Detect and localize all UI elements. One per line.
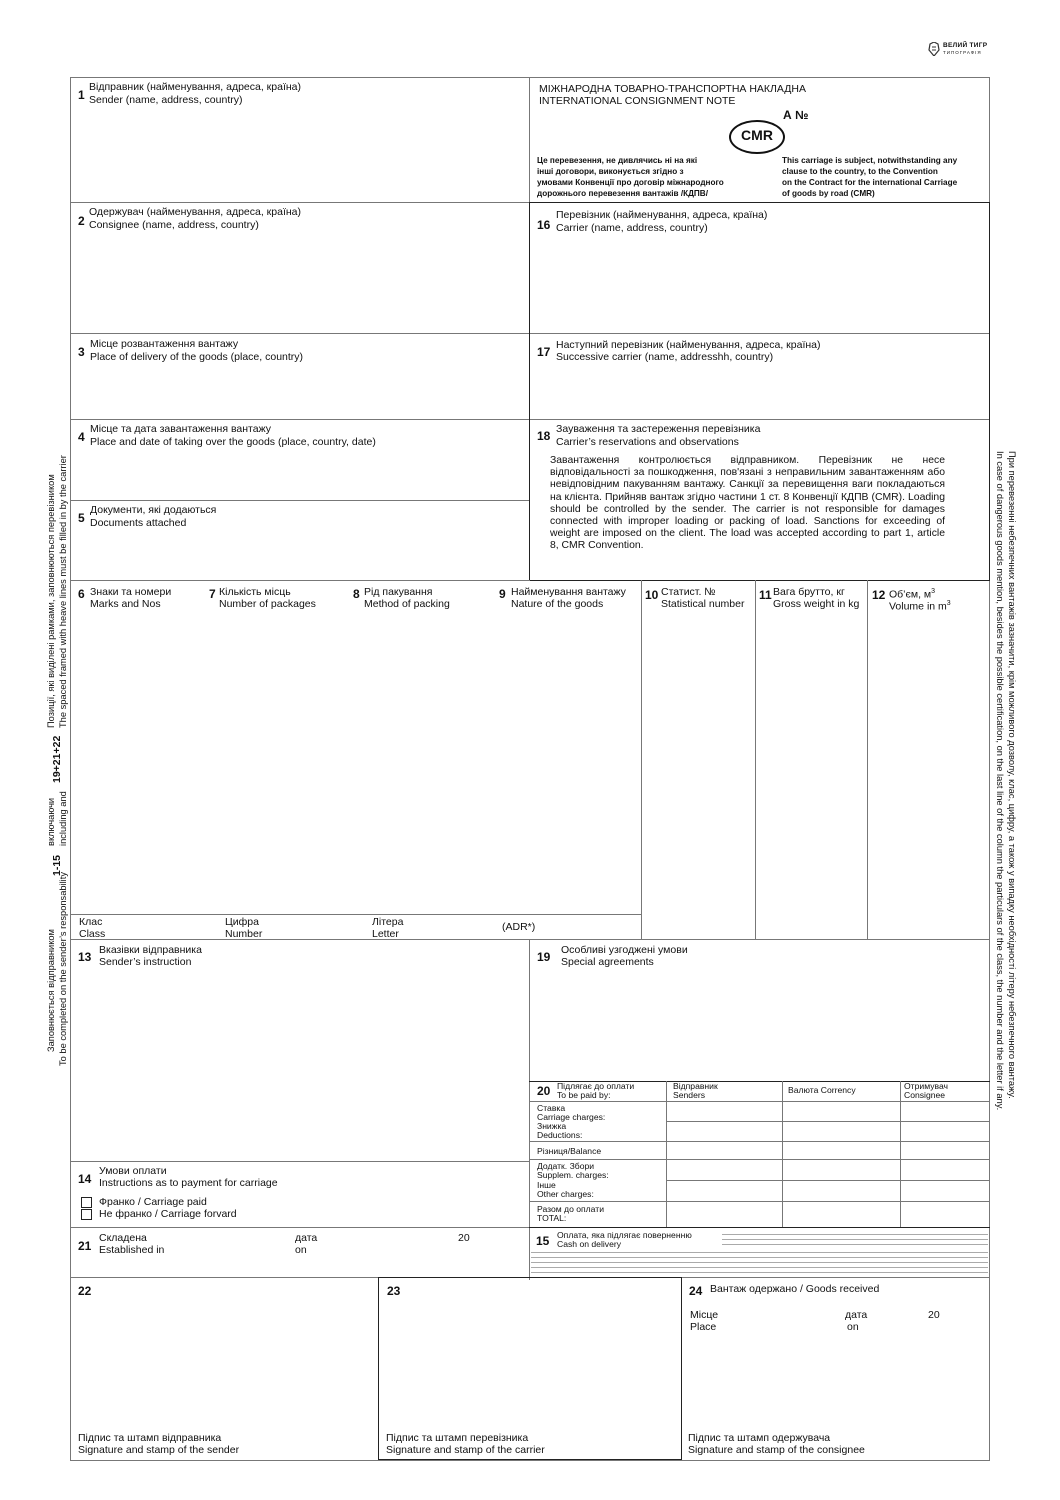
row-total-en: TOTAL:	[537, 1213, 567, 1223]
col-sender-ua: Відправник	[673, 1081, 718, 1091]
box-label-ua: Оплата, яка підлягає поверненню	[557, 1230, 692, 1240]
box-label-ua: Особливі узгоджені умови	[561, 944, 688, 956]
box-number: 20	[537, 1084, 551, 1098]
box-number: 9	[499, 587, 506, 601]
box-label-ua: Наступний перевізник (найменування, адреса, країна)	[556, 339, 821, 351]
box-number: 6	[78, 587, 85, 601]
row-carriage-charges-ua: Ставка	[537, 1103, 566, 1113]
box-number: 5	[78, 511, 85, 525]
signature-label-en: Signature and stamp of the sender	[78, 1444, 240, 1456]
right-note-ua: При перевезенні небезпечних вантажів зазначити, крім можливого дозволу, клас, цифру, а також у випадку необхідності літеру небезпечного вантажу.	[1007, 451, 1017, 1099]
number-label-en: Number	[225, 928, 263, 940]
class-label-en: Class	[79, 928, 106, 940]
year-prefix: 20	[928, 1309, 940, 1321]
class-label-ua: Клас	[79, 916, 103, 928]
box-label-ua: Рід пакування	[364, 586, 433, 598]
col-currency: Валюта Corrency	[788, 1085, 856, 1095]
box-number: 2	[78, 214, 85, 228]
row-supplem-ua: Додатк. Збори	[537, 1161, 595, 1171]
box-label-en: Sender’s instruction	[99, 956, 192, 968]
carriage-forward-checkbox[interactable]	[81, 1209, 92, 1220]
superscript-3: 3	[946, 600, 951, 607]
signature-label-ua: Підпис та штамп відправника	[78, 1432, 222, 1444]
date-label-en: on	[847, 1321, 859, 1333]
notice-ua-line: Це перевезення, не дивлячись ні на які	[537, 156, 698, 165]
box-number: 8	[353, 587, 360, 601]
logo-subtext: ТИПОГРАФІЯ	[943, 50, 982, 55]
col-consignee-en: Consignee	[904, 1090, 946, 1100]
number-label-ua: Цифра	[225, 916, 259, 928]
box-label-ua: Одержувач (найменування, адреса, країна)	[89, 206, 302, 218]
box-label-ua: Вага брутто, кг	[773, 586, 845, 598]
right-note-en: In case of dangerous goods mention, besides the possible certification, on the last line of the column the particulars of the class, the number and the letter if any.	[995, 451, 1005, 1111]
notice-ua-line: інші договори, виконується згідно з	[537, 167, 684, 176]
box-number: 7	[209, 587, 216, 601]
signature-label-ua: Підпис та штамп одержувача	[688, 1432, 831, 1444]
box-number: 24	[689, 1284, 703, 1298]
box-label-en: Marks and Nos	[90, 598, 161, 610]
row-other-en: Other charges:	[537, 1189, 594, 1199]
left-including-ua: включаючи	[46, 797, 56, 846]
box-label-en: Carrier’s reservations and observations	[556, 436, 739, 448]
to-be-paid-en: To be paid by:	[557, 1090, 611, 1100]
box-number: 13	[78, 950, 92, 964]
box-number: 16	[537, 218, 551, 232]
notice-en-line: clause to the country, to the Convention	[782, 167, 938, 176]
box-label-en: Carrier (name, address, country)	[556, 222, 708, 234]
row-total-ua: Разом до оплати	[537, 1204, 605, 1214]
notice-en-line: This carriage is subject, notwithstanding any	[782, 156, 958, 165]
box-number: 22	[78, 1284, 92, 1298]
left-including-en: including and	[58, 791, 68, 846]
carriage-paid-label: Франко / Carriage paid	[99, 1196, 207, 1208]
goods-received-title: Вантаж одержано / Goods received	[710, 1283, 880, 1295]
to-be-paid-ua: Підлягає до оплати	[557, 1081, 635, 1091]
row-deductions-ua: Знижка	[537, 1121, 567, 1131]
box-label-en: Nature of the goods	[511, 598, 604, 610]
box-label-en: Sender (name, address, country)	[89, 94, 243, 106]
box-label-ua: Вказівки відправника	[99, 944, 202, 956]
box-number: 15	[536, 1234, 550, 1248]
carrier-reservations-text: Завантаження контролюється відправником. Перевізник не несе відповідальності за пошкодження, пов'язані з неправильним завантаженням або невідповідним пакуванням вантажу. Санкції за перевищення ваги покладаються на клієнта. Прийняв вантаж згідно частини 1 ст. 8 Конвенції КДПВ (CMR). Loading should be controlled by the sender. The carrier is not responsible for damages connected with improper loading or packing of load. Sanctions for exceeding of weight are imposed on the client. The load was accepted according to part 1, article 8, CMR Convention.	[550, 455, 945, 552]
left-carrier-note-ua: Позиції, які виділені рамками, заповнюються перевізником	[46, 474, 56, 728]
place-label-ua: Місце	[690, 1309, 719, 1321]
box-label-en: Established in	[99, 1244, 165, 1256]
box-label-en: Successive carrier (name, addresshh, country)	[556, 351, 774, 363]
carriage-paid-checkbox[interactable]	[81, 1197, 92, 1208]
row-other-ua: Інше	[537, 1180, 556, 1190]
box-number: 1	[78, 88, 85, 102]
box-label-ua: Статист. №	[661, 586, 716, 598]
left-note-ua: Заповнюється відправником	[46, 929, 56, 1052]
box-number: 4	[78, 430, 85, 444]
box-label-en: Consignee (name, address, country)	[89, 219, 259, 231]
cmr-seal-text: CMR	[741, 127, 773, 143]
box-label-en: Statistical number	[661, 598, 745, 610]
row-supplem-en: Supplem. charges:	[537, 1170, 609, 1180]
box-label-en: Place of delivery of the goods (place, country)	[90, 351, 304, 363]
box-number: 23	[387, 1284, 401, 1298]
box-label-en: Gross weight in kg	[773, 598, 860, 610]
col-consignee-ua: Отримувач	[904, 1081, 949, 1091]
box-label-ua: Місце розвантаження вантажу	[90, 338, 239, 350]
box-label-ua: Умови оплати	[99, 1165, 167, 1177]
box-number: 10	[645, 588, 659, 602]
box-label-en: Method of packing	[364, 598, 450, 610]
box-label-en: Place and date of taking over the goods (place, country, date)	[90, 436, 376, 448]
left-range-1: 1-15	[51, 854, 63, 876]
box-label-en: Instructions as to payment for carriage	[99, 1177, 278, 1189]
box-label-ua: Перевізник (найменування, адреса, країна)	[556, 209, 768, 221]
box-label-ua: Кількість місць	[219, 586, 291, 598]
notice-ua-line: дорожнього перевезення вантажів /КДПВ/	[537, 189, 708, 198]
box-label-ua: Відправник (найменування, адреса, країна)	[89, 81, 301, 93]
box-number: 18	[537, 429, 551, 443]
year-prefix: 20	[458, 1232, 470, 1244]
form-number-label: А №	[783, 108, 809, 122]
volume-label-ua: Об’єм, м	[889, 588, 932, 601]
box-number: 21	[78, 1239, 92, 1253]
adr-label: (ADR*)	[502, 921, 536, 933]
box-label-en: Documents attached	[90, 517, 187, 529]
date-label-ua: дата	[295, 1232, 318, 1244]
box-number: 14	[78, 1172, 92, 1186]
row-carriage-charges-en: Carriage charges:	[537, 1112, 606, 1122]
notice-ua-line: умовами Конвенції про договір міжнародного	[537, 178, 724, 187]
place-label-en: Place	[690, 1321, 717, 1333]
box-label-en: Special agreements	[561, 956, 654, 968]
box-number: 19	[537, 950, 551, 964]
form-title-ua: МІЖНАРОДНА ТОВАРНО-ТРАНСПОРТНА НАКЛАДНА	[539, 83, 806, 95]
box-label-en: Cash on delivery	[557, 1239, 622, 1249]
notice-en-line: on the Contract for the international Carriage	[782, 178, 958, 187]
box-label-ua: Знаки та номери	[90, 586, 172, 598]
carriage-forward-label: Не франко / Carriage forvard	[99, 1208, 237, 1220]
signature-label-ua: Підпис та штамп перевізника	[386, 1432, 529, 1444]
date-label-en: on	[295, 1244, 307, 1256]
box-number: 17	[537, 345, 551, 359]
box-label-ua: Найменування вантажу	[511, 586, 626, 598]
box-label-ua: Місце та дата завантаження вантажу	[90, 423, 271, 435]
signature-label-en: Signature and stamp of the carrier	[386, 1444, 545, 1456]
row-balance: Різниця/Balance	[537, 1146, 602, 1156]
tiger-logo-icon	[928, 42, 940, 56]
box-label-ua: Зауваження та застереження перевізника	[556, 423, 761, 435]
box-label-ua: Складена	[99, 1232, 147, 1244]
row-deductions-en: Deductions:	[537, 1130, 583, 1140]
box-label-ua: Документи, які додаються	[90, 504, 217, 516]
superscript-3: 3	[931, 588, 936, 595]
left-note-en: To be completed on the sender’s responsability	[58, 872, 68, 1066]
col-sender-en: Senders	[673, 1090, 706, 1100]
box-number: 3	[78, 345, 85, 359]
box-number: 12	[872, 588, 886, 602]
letter-label-en: Letter	[372, 928, 399, 940]
date-label-ua: дата	[845, 1309, 868, 1321]
signature-label-en: Signature and stamp of the consignee	[688, 1444, 865, 1456]
left-carrier-note-en: The spaced framed with heave lines must be filled in by the carrier	[58, 455, 68, 728]
notice-en-line: of goods by road (CMR)	[782, 189, 875, 198]
letter-label-ua: Літера	[372, 916, 404, 928]
box-label-en	[889, 598, 951, 613]
volume-label-en: Volume in m	[889, 600, 947, 613]
box-label-en: Number of packages	[219, 598, 316, 610]
left-range-2: 19+21+22	[51, 735, 63, 783]
box-number: 11	[759, 588, 772, 602]
logo-text: ВЕЛИЙ ТИГР	[943, 42, 988, 49]
form-title-en: INTERNATIONAL CONSIGNMENT NOTE	[539, 95, 736, 107]
logo	[928, 42, 992, 58]
